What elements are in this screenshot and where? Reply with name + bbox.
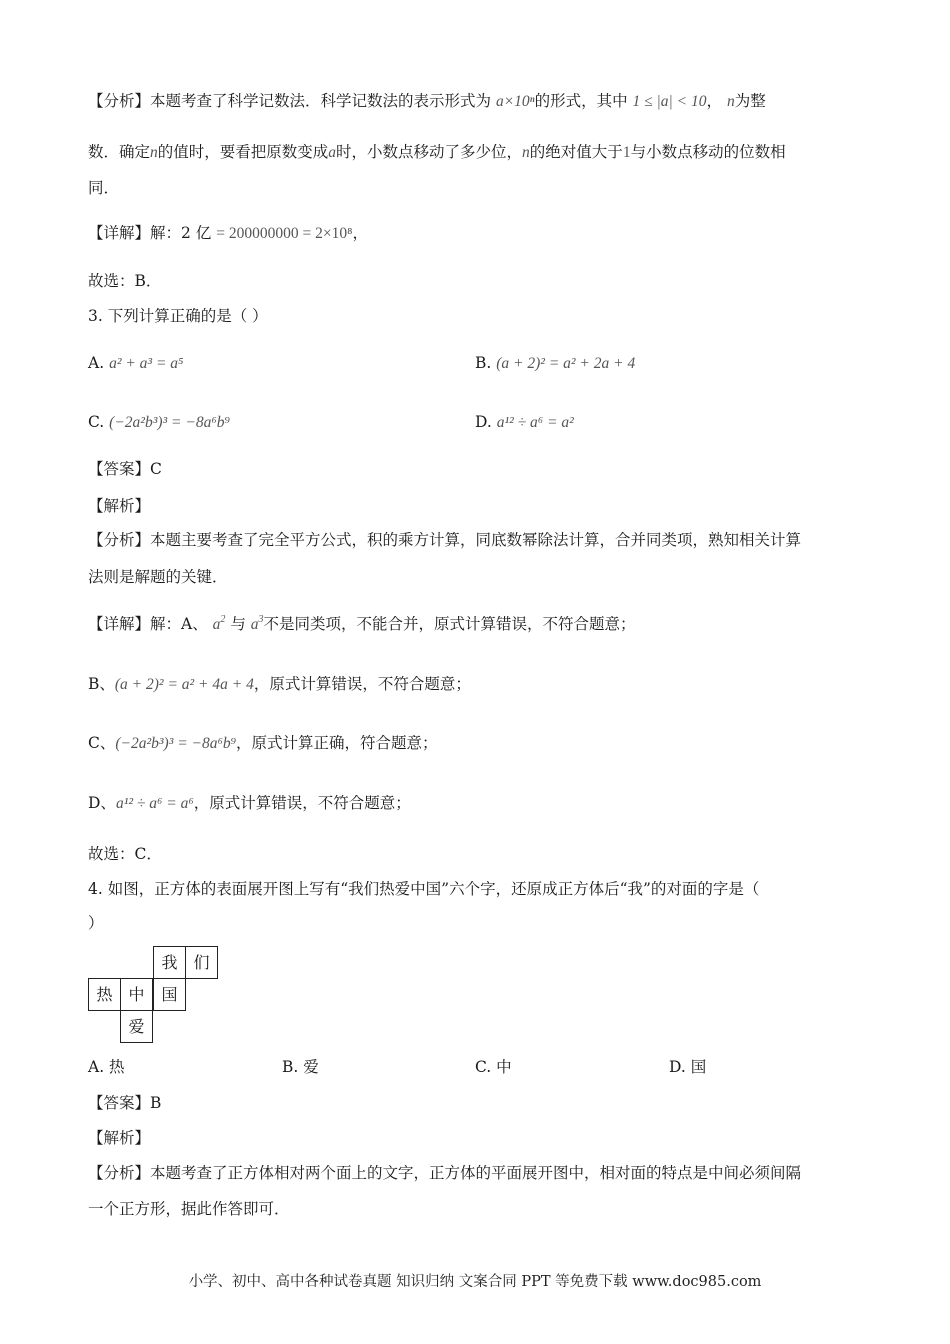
- q4-option-d: D. 国: [669, 1058, 707, 1076]
- q3-detail-c: C、(−2a²b³)³ = −8a⁶b⁹，原式计算正确，符合题意；: [88, 734, 438, 752]
- q3-detail-a: 【详解】解：A、 $a^2$ 与 $a^3$不是同类项，不能合并，原式计算错误，不符合题意；: [88, 614, 636, 633]
- q3-detail-d: D、a¹² ÷ a⁶ = a⁶，原式计算错误，不符合题意；: [88, 794, 411, 812]
- q3-option-a: A. a² + a³ = a⁵: [88, 354, 184, 372]
- q4-option-a: A. 热: [88, 1058, 125, 1076]
- analysis-2-line-3: 同．: [88, 179, 120, 197]
- q3-option-b: B. (a + 2)² = a² + 2a + 4: [475, 354, 636, 372]
- q4-option-c: C. 中: [475, 1058, 512, 1076]
- net-cell-wo: 我: [153, 946, 186, 979]
- net-cell-men: 们: [185, 946, 218, 979]
- q3-option-c: C. (−2a²b³)³ = −8a⁶b⁹: [88, 413, 230, 431]
- q3-jiexi: 【解析】: [88, 497, 151, 515]
- q3-analysis-line-2: 法则是解题的关键．: [88, 568, 228, 586]
- q4-jiexi: 【解析】: [88, 1129, 151, 1147]
- question-4-stem-line-1: 4. 如图，正方体的表面展开图上写有“我们热爱中国”六个字，还原成正方体后“我”的对面的字是（: [88, 880, 760, 898]
- range-expr: 1 ≤ |a| < 10: [632, 93, 707, 110]
- q3-answer: 【答案】C: [88, 460, 162, 478]
- q4-option-b: B. 爱: [282, 1058, 319, 1076]
- q3-detail-b: B、(a + 2)² = a² + 4a + 4，原式计算错误，不符合题意；: [88, 675, 471, 693]
- q4-analysis-line-2: 一个正方形，据此作答即可．: [88, 1200, 290, 1218]
- detail-2: 【详解】解：2 亿 = 200000000 = 2×10⁸，: [88, 224, 369, 242]
- question-4-stem-line-2: ）: [88, 914, 104, 932]
- q3-option-d: D. a¹² ÷ a⁶ = a²: [475, 413, 574, 431]
- net-cell-re: 热: [88, 978, 121, 1011]
- page-footer: 小学、初中、高中各种试卷真题 知识归纳 文案合同 PPT 等免费下载 www.doc985.com: [188, 1274, 762, 1290]
- net-cell-zhong: 中: [120, 978, 153, 1011]
- analysis-2-line-2: 数．确定n的值时，要看把原数变成a时，小数点移动了多少位，n的绝对值大于1与小数点移动的位数相: [88, 143, 786, 161]
- q4-analysis-line-1: 【分析】本题考查了正方体相对两个面上的文字，正方体的平面展开图中，相对面的特点是中间必须间隔: [88, 1164, 802, 1182]
- q3-choice: 故选：C．: [88, 845, 162, 863]
- sci-notation-expr: a×10ⁿ: [495, 93, 535, 110]
- net-cell-ai: 爱: [120, 1010, 153, 1043]
- detail-2-expr: = 200000000 = 2×10⁸: [216, 225, 353, 242]
- cube-net-figure: [88, 946, 218, 1042]
- q4-answer: 【答案】B: [88, 1094, 162, 1112]
- analysis-2-line-1: 【分析】本题考查了科学记数法．科学记数法的表示形式为 a×10ⁿ的形式，其中 1 ≤ |a| < 10， n为整: [88, 92, 766, 110]
- question-3-stem: 3. 下列计算正确的是（ ）: [88, 307, 268, 325]
- choice-2: 故选：B．: [88, 272, 162, 290]
- q3-analysis-line-1: 【分析】本题主要考查了完全平方公式，积的乘方计算，同底数幂除法计算，合并同类项，熟知相关计算: [88, 531, 802, 549]
- net-cell-guo: 国: [153, 978, 186, 1011]
